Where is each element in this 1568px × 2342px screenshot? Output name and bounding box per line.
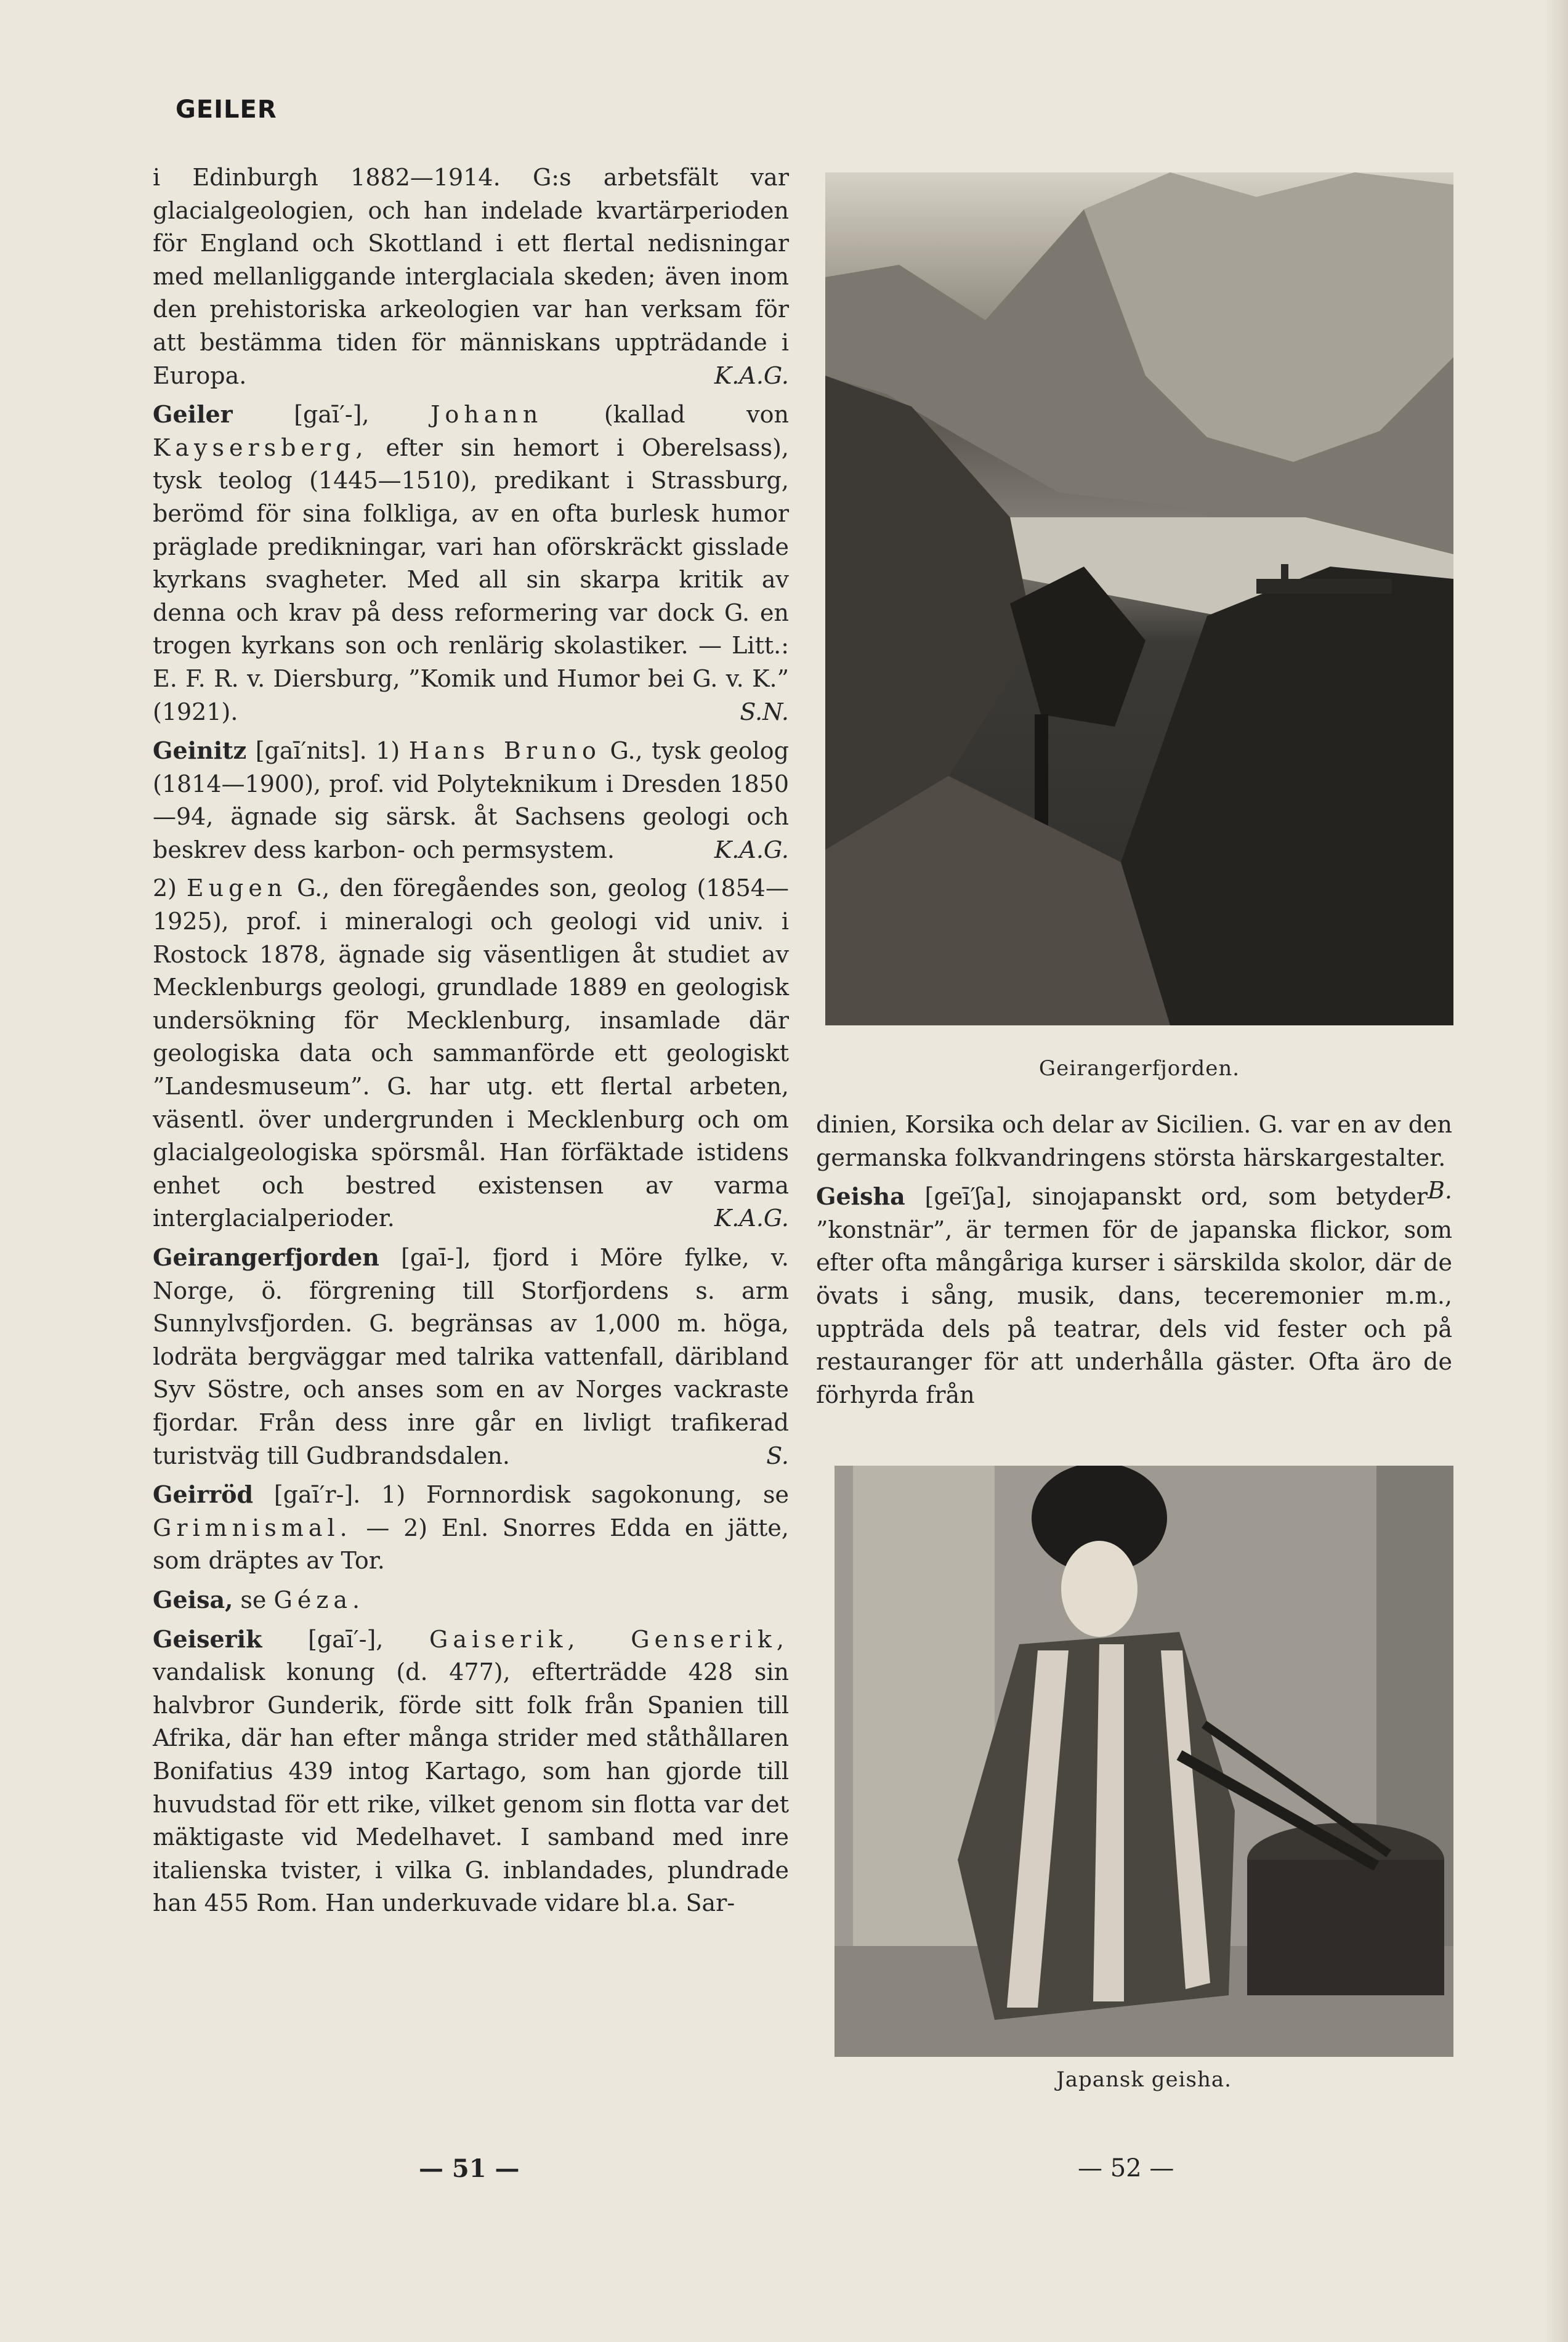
- entry-geisa: [153, 1583, 789, 1617]
- author-signature: K.A.G.: [714, 361, 789, 389]
- entry-geiler: [153, 398, 789, 729]
- headword: Geinitz: [153, 737, 247, 765]
- pronunciation: [gaī-],: [401, 1244, 471, 1271]
- author-signature: S.: [766, 1442, 789, 1469]
- entry-text: G., den föregåendes son, geolog (1854—1925), prof. i mineralogi och geologi vid univ. i Rostock 1878, ägnade sig väsentligen åt studiet av Mecklenburgs geologi, grundlade 1889 en geologisk undersökning för Mecklenburg, insamlade där geologiska data och sammanförde ett geologiskt ”Landesmuseum”. G. har utg. ett flertal arbeten, väsentl. över undergrunden i Mecklenburg och om glacialgeologiska spörsmål. Han förfäktade istidens enhet och bestred existensen av varma interglacialperioder.: [153, 874, 789, 1232]
- page-number-right: — 52 —: [1078, 2154, 1174, 2183]
- entry-text: i Edinburgh 1882—1914. G:s arbetsfält var glacialgeologien, och han indelade kvartärperioden för England och Skottland i ett flertal nedisningar med mellanliggande interglaciala skeden; även inom den prehistoriska arkeologien var han verksam för att bestämma tiden för människans uppträdande i Europa.: [153, 164, 789, 389]
- geisha-photograph: [835, 1466, 1453, 2057]
- page-edge-shadow: [1543, 0, 1568, 2342]
- headword: Geiserik: [153, 1625, 262, 1653]
- pronunciation: [geī′ʃa],: [924, 1183, 1012, 1211]
- entry-geiserik: [153, 1623, 789, 1920]
- entry-continuation: [153, 161, 789, 392]
- entry-text: G., tysk geolog (1814—1900), prof. vid Polyteknikum i Dresden 1850—94, ägnade sig särsk. åt Sachsens geologi och beskrev dess karbon- och permsystem.: [153, 737, 789, 863]
- entry-geinitz-2: [153, 872, 789, 1235]
- headword: Geisha: [816, 1182, 905, 1211]
- entry-text: vandalisk konung (d. 477), efterträdde 428 sin halvbror Gunderik, förde sitt folk från Spanien till Afrika, där han efter många strider med ståthållaren Bonifatius 439 intog Kartago, som han gjorde till huvudstad för ett rike, vilket genom sin flotta var det mäktigaste vid Medelhavet. I samband med inre italienska tvister, i vilka G. inblandades, plundrade han 455 Rom. Han underkuvade vidare bl.a. Sar-: [153, 1658, 789, 1917]
- sub-number: 2): [153, 874, 177, 902]
- entry-geinitz: [153, 734, 789, 866]
- fjord-caption: Geirangerfjorden.: [1038, 1056, 1240, 1081]
- entry-text: — 2) Enl. Snorres Edda en jätte, som dräptes av Tor.: [153, 1514, 789, 1575]
- left-column: [153, 161, 789, 1926]
- sub-number: 1): [376, 737, 400, 765]
- fjord-photograph: [825, 172, 1453, 1025]
- entry-text: se: [240, 1586, 267, 1613]
- entry-text: sinojapanskt ord, som betyder ”konstnär”, är termen för de japanska flickor, som efter ofta mångåriga kurser i särskilda skolor, där de övats i sång, musik, dans, teceremonier m.m., uppträda dels på teatrar, dels vid fester och på restauranger för att underhålla gäster. Ofta äro de förhyrda från: [816, 1183, 1452, 1408]
- page-number-left: — 51 —: [419, 2154, 520, 2183]
- entry-text: fjord i Möre fylke, v. Norge, ö. förgrening till Storfjordens s. arm Sunnylvsfjorden. G. begränsas av 1,000 m. höga, lodräta bergväggar med talrika vattenfall, däribland Syv Söstre, och anses som en av Norges vackraste fjordar. Från dess inre går en livligt trafikerad turistväg till Gudbrandsdalen.: [153, 1244, 789, 1469]
- entry-geisha: [816, 1180, 1452, 1411]
- headword: Geiler: [153, 400, 233, 429]
- pronunciation: [gaī′nits].: [255, 737, 367, 765]
- running-head: GEILER: [176, 95, 277, 124]
- spaced-name: Gaiserik, Genserik,: [429, 1625, 789, 1653]
- fjord-illustration: [825, 172, 1453, 1025]
- author-signature: K.A.G.: [714, 836, 789, 863]
- entry-text: dinien, Korsika och delar av Sicilien. G. var en av den germanska folkvandringens största härskargestalter.: [816, 1111, 1452, 1171]
- entry-geirrod: [153, 1478, 789, 1578]
- geisha-caption: Japansk geisha.: [1056, 2067, 1232, 2092]
- cross-reference: Grimnismal.: [153, 1514, 352, 1541]
- entry-geirangerfjorden: [153, 1241, 789, 1472]
- headword: Geirangerfjorden: [153, 1243, 379, 1271]
- headword: Geisa,: [153, 1585, 233, 1613]
- spaced-name: Johann: [430, 401, 543, 429]
- cross-reference: Géza.: [273, 1586, 365, 1613]
- pronunciation: [gaī′-],: [294, 401, 370, 429]
- entry-text: efter sin hemort i Oberelsass), tysk teolog (1445—1510), predikant i Strassburg, berömd för sina folkliga, av en ofta burlesk humor präglade predikningar, vari han oförskräckt gisslade kyrkans svagheter. Med all sin skarpa kritik av denna och krav på dess reformering var dock G. en trogen kyrkans son och renlärig skolastiker. — Litt.: E. F. R. v. Diersburg, ”Komik und Humor bei G. v. K.” (1921).: [153, 434, 789, 725]
- headword: Geirröd: [153, 1480, 254, 1509]
- pronunciation: [gaī′r-].: [273, 1481, 361, 1509]
- right-column: [816, 1108, 1452, 1417]
- spaced-name: Kaysersberg,: [153, 434, 368, 461]
- spaced-name: Eugen: [186, 874, 288, 902]
- author-signature: B.: [1427, 1177, 1452, 1205]
- author-signature: K.A.G.: [714, 1205, 789, 1232]
- entry-text: 1) Fornnordisk sagokonung, se: [381, 1481, 789, 1509]
- entry-text: (kallad von: [604, 401, 789, 429]
- pronunciation: [gaī′-],: [308, 1625, 384, 1653]
- geisha-illustration: [835, 1466, 1453, 2057]
- spaced-name: Hans Bruno: [408, 737, 601, 765]
- author-signature: S.N.: [740, 698, 789, 725]
